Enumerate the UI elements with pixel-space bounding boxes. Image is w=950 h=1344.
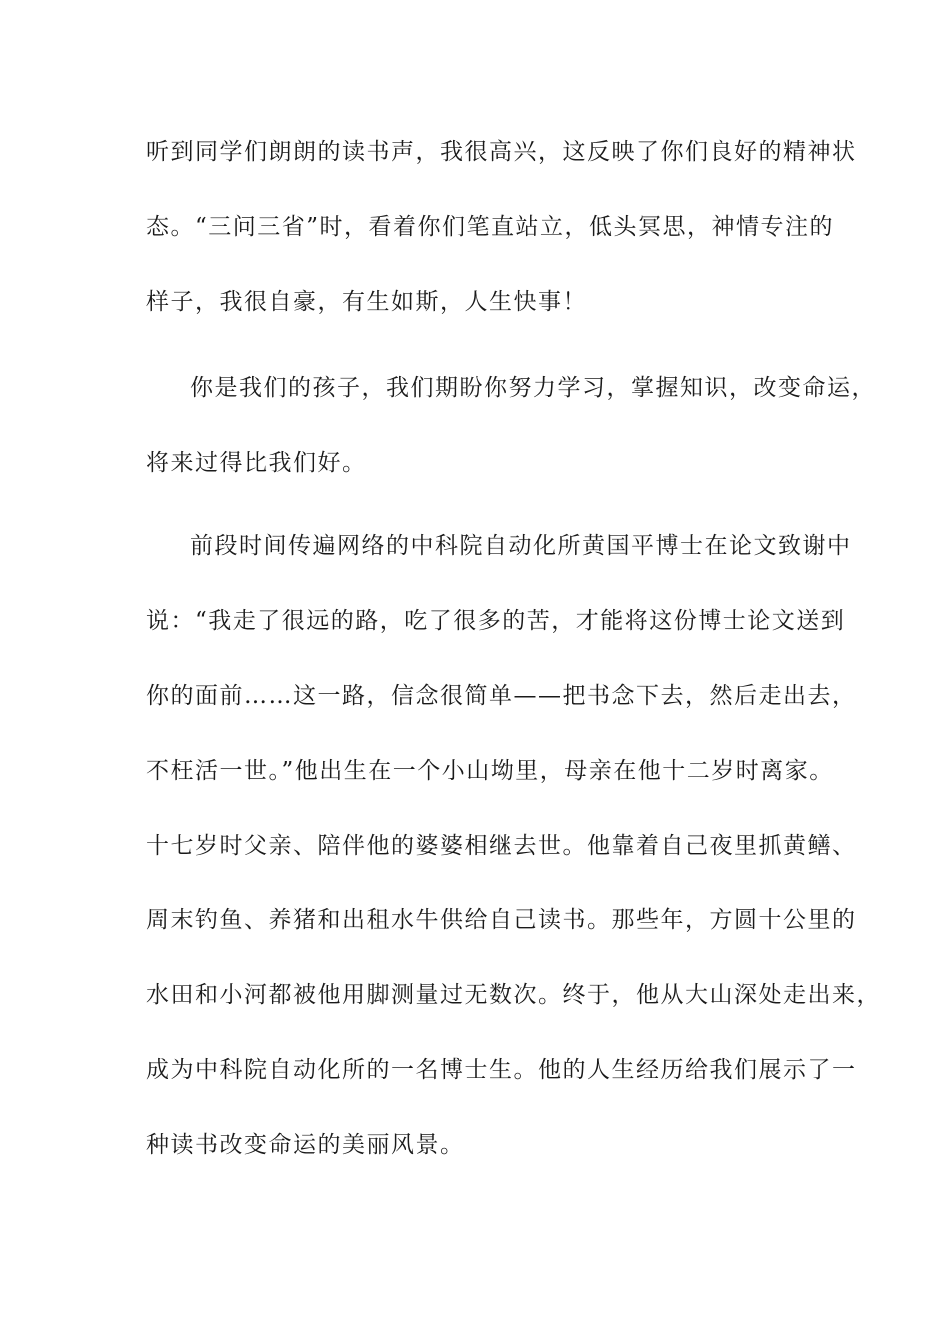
text-line: 水田和小河都被他用脚测量过无数次。终于，他从大山深处走出来， [146, 982, 881, 1008]
text-line: 听到同学们朗朗的读书声，我很高兴，这反映了你们良好的精神状 [146, 139, 857, 165]
text-line: 你的面前……这一路，信念很简单——把书念下去，然后走出去， [146, 683, 857, 709]
text-line: 说：“我走了很远的路，吃了很多的苦，才能将这份博士论文送到 [146, 608, 846, 634]
text-line: 周末钓鱼、养猪和出租水牛供给自己读书。那些年，方圆十公里的 [146, 907, 857, 933]
text-line: 成为中科院自动化所的一名博士生。他的人生经历给我们展示了一 [146, 1057, 857, 1083]
text-line: 将来过得比我们好。 [146, 450, 367, 476]
text-line: 十七岁时父亲、陪伴他的婆婆相继去世。他靠着自己夜里抓黄鳝、 [146, 833, 857, 859]
text-line: 种读书改变命运的美丽风景。 [146, 1132, 465, 1158]
paragraph-first-line: 前段时间传遍网络的中科院自动化所黄国平博士在论文致谢中 [190, 533, 852, 559]
text-line: 态。“三问三省”时，看着你们笔直站立，低头冥思，神情专注的 [146, 214, 835, 240]
paragraph-first-line: 你是我们的孩子，我们期盼你努力学习，掌握知识，改变命运， [190, 375, 876, 401]
text-line: 样子，我很自豪，有生如斯，人生快事！ [146, 289, 587, 315]
text-line: 不枉活一世。”他出生在一个小山坳里，母亲在他十二岁时离家。 [146, 758, 834, 784]
